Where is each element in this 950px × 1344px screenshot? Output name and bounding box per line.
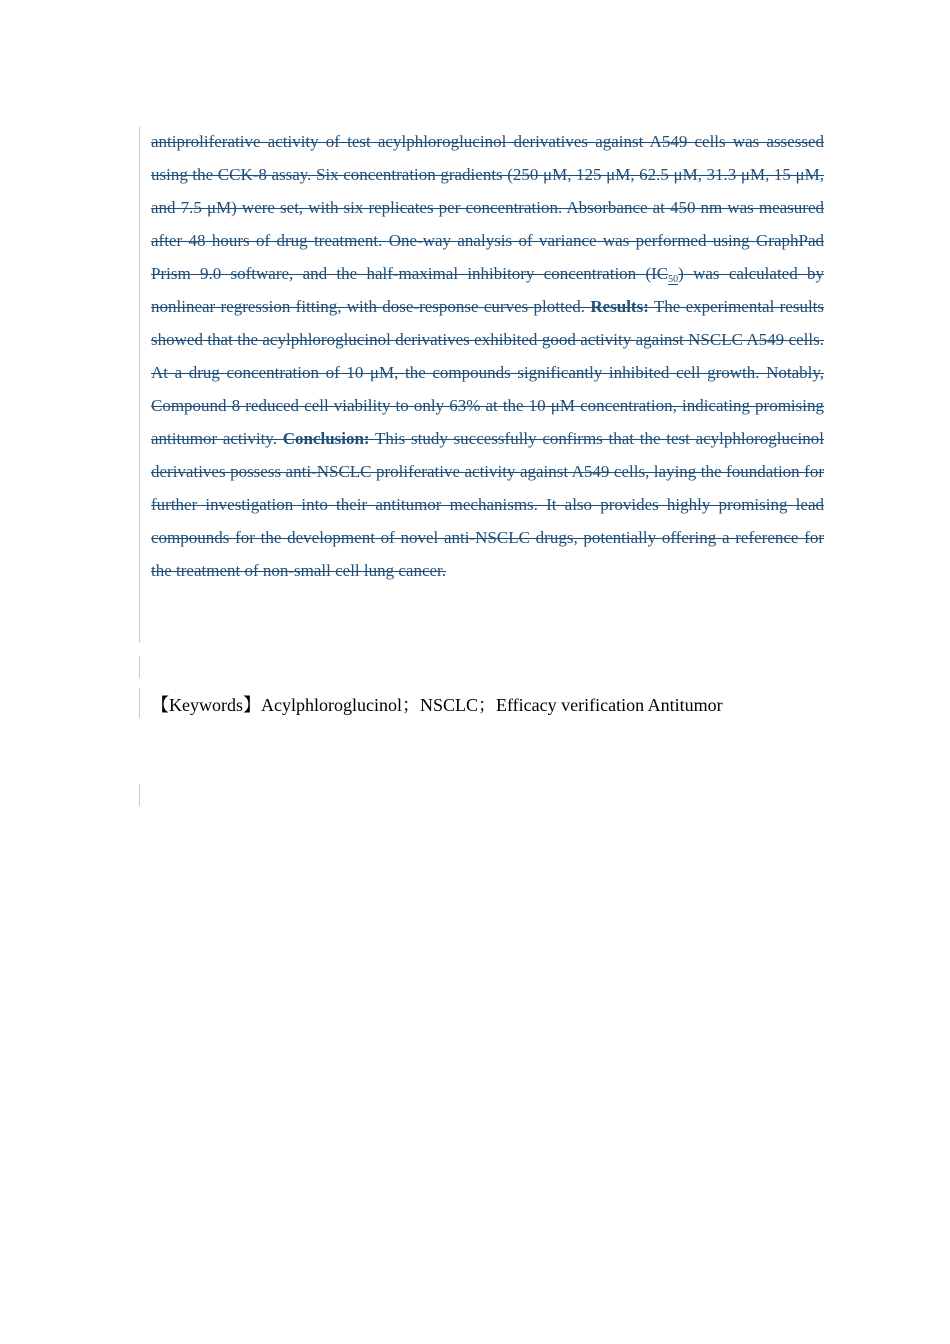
revision-change-bar	[139, 127, 140, 643]
revision-change-bar	[139, 688, 140, 718]
ic50-subscript: 50	[668, 274, 679, 285]
conclusion-label: Conclusion:	[282, 429, 370, 448]
keywords-line[interactable]: 【Keywords】Acylphloroglucinol；NSCLC；Efficacy verification Antitumor	[151, 695, 723, 715]
abstract-conclusion-text: This study successfully confirms that the test acylphloroglucinol derivatives possess anti-NSCLC proliferative activity against A549 cells, laying the foundation for further investigation into their antitumor mechanisms. It also provides highly promising lead compounds for the development of novel anti-NSCLC drugs, potentially offering a reference for the treatment of non-small cell lung cancer.	[151, 429, 824, 580]
abstract-results-text: The experimental results showed that the acylphloroglucinol derivatives exhibited good activity against NSCLC A549 cells. At a drug concentration of 10 μM, the compounds significantly inhibited cell growth. Notably, Compound 8 reduced cell viability to only 63% at the 10 μM concentration, indicating promising antitumor activity.	[151, 297, 825, 448]
abstract-methods-text: antiproliferative activity of test acylphloroglucinol derivatives against A549 cells was assessed using the CCK-8 assay. Six concentration gradients (250 μM, 125 μM, 62.5 μM, 31.3 μM, 15 μM, and 7.5 μM) were set, with six replicates per concentration. Absorbance at 450 nm was measured after 48 hours of drug treatment. One-way analysis of variance was performed using GraphPad Prism 9.0 software, and the half-maximal inhibitory concentration (IC	[151, 132, 824, 283]
results-label: Results:	[590, 297, 649, 316]
revision-change-bar	[139, 784, 140, 806]
revision-change-bar	[139, 656, 140, 678]
abstract-deleted-paragraph[interactable]	[151, 125, 824, 587]
abstract-methods-text-end: ) was calculated by nonlinear regression fitting, with dose-response curves plotted.	[151, 264, 825, 316]
